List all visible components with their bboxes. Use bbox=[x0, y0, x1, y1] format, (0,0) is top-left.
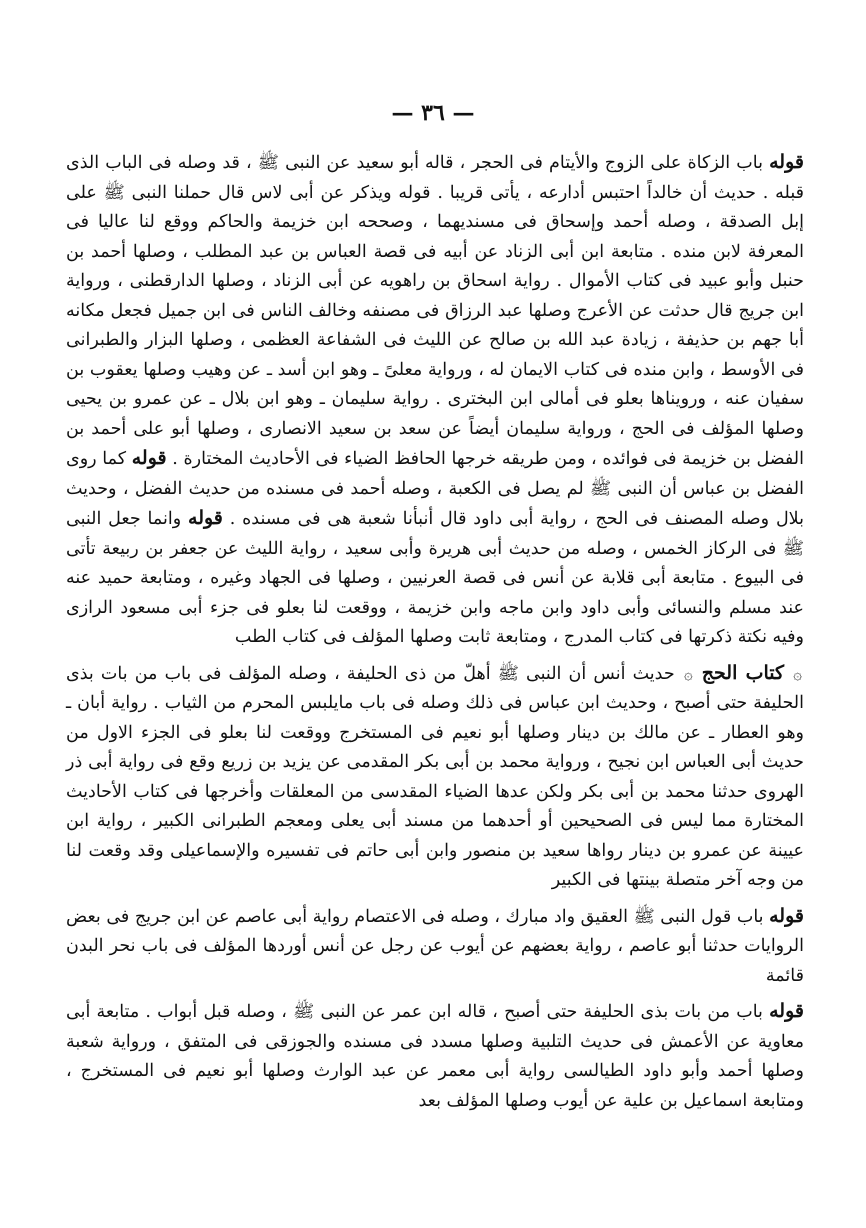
keyword-qawluhu: قوله bbox=[131, 447, 167, 469]
paragraph-text: وانما جعل النبى ﷺ فى الركاز الخمس ، وصله من حديث أبى هريرة وأبى سعيد ، رواية الليث عن جعفر بن ربيعة تأتى فى البيوع . متابعة أبى قلابة عن أنس فى قصة العرنيين ، وصلها فى الجهاد وغيره ، ومتابعة حميد عنه عند مسلم والنسائى وأبى داود وابن ماجه وابن خزيمة ، ووقعت لنا بعلو فى جزء أبى مسعود الرازى وفيه نكتة ذكرتها فى كتاب المدرج ، ومتابعة ثابت وصلها المؤلف فى كتاب الطب bbox=[66, 509, 804, 647]
paragraph-text: باب الزكاة على الزوج والأيتام فى الحجر ، قاله أبو سعيد عن النبى ﷺ ، قد وصله فى الباب الذى قبله . حديث أن خالداً احتبس أدارعه ، يأتى قريبا . قوله ويذكر عن أبى لاس قال حملنا النبى ﷺ على إبل الصدقة ، وصله أحمد وإسحاق فى مسنديهما ، وصححه ابن خزيمة والحاكم ووقع لنا عاليا فى المعرفة لابن منده . متابعة ابن أبى الزناد عن أبيه فى قصة العباس بن عبد المطلب ، وصلها أحمد بن حنبل وأبو عبيد فى كتاب الأموال . رواية اسحاق بن راهويه عن أبى الزناد ، وصلها الدارقطنى ، ورواية ابن جريج قال حدثت عن الأعرج وصلها عبد الرزاق فى مصنفه وخالف الناس فى ابن جميل فجعل مكانه أبا جهم بن حذيفة ، زيادة عبد الله بن صالح عن الليث فى الشفاعة العظمى ، وصلها البزار والطبرانى فى الأوسط ، وابن منده فى كتاب الايمان له ، ورواية معلىً ـ وهو ابن أسد ـ عن وهيب وصلها يعقوب بن سفيان عنه ، ورويناها بعلو فى أمالى ابن البخترى . رواية سليمان ـ وهو ابن بلال ـ عن عمرو بن يحيى وصلها المؤلف فى الحج ، ورواية سليمان أيضاً عن سعد بن سعيد الانصارى ، وصلها أبو على أحمد بن الفضل بن خزيمة فى فوائده ، ومن طريقه خرجها الحافظ الضياء فى الأحاديث المختارة . bbox=[66, 153, 804, 469]
paragraph-text: باب قول النبى ﷺ العقيق واد مبارك ، وصله فى الاعتصام رواية أبى عاصم عن ابن جريج فى بعض الروايات حدثنا أبو عاصم ، رواية بعضهم عن أيوب عن رجل عن أنس أوردها المؤلف فى باب نحر البدن قائمة bbox=[66, 906, 804, 986]
page-body bbox=[66, 148, 804, 1116]
keyword-qawluhu: قوله bbox=[188, 507, 223, 529]
paragraph-2 bbox=[66, 659, 804, 896]
page-number: — ٣٦ — bbox=[391, 100, 475, 126]
paragraph-text: باب من بات بذى الحليفة حتى أصبح ، قاله ابن عمر عن النبى ﷺ ، وصله قبل أبواب . متابعة أبى معاوية عن الأعمش فى حديث التلبية وصلها مسدد فى مسنده والجوزقى فى المتفق ، ورواية شعبة وصلها أحمد وأبو داود الطيالسى رواية أبى معمر عن عبد الوارث وصلها أبو نعيم فى المستخرج ، ومتابعة اسماعيل بن علية عن أيوب وصلها المؤلف بعد bbox=[66, 1002, 804, 1111]
ornament-icon: ۞ bbox=[683, 664, 693, 683]
paragraph-4 bbox=[66, 997, 804, 1116]
paragraph-3 bbox=[66, 902, 804, 992]
keyword-qawluhu: قوله bbox=[769, 1000, 804, 1022]
section-heading: كتاب الحج bbox=[701, 661, 785, 684]
keyword-qawluhu: قوله bbox=[769, 904, 804, 927]
ornament-icon: ۞ bbox=[793, 664, 802, 683]
paragraph-text: كما روى الفضل بن عباس أن النبى ﷺ لم يصل فى الكعبة ، وصله أحمد فى مسنده من حديث الفضل ، وحديث بلال وصله المصنف فى الحج ، رواية أبى داود قال أنبأنا شعبة هى فى مسنده . bbox=[66, 449, 804, 529]
paragraph-1 bbox=[66, 148, 804, 653]
paragraph-text: حديث أنس أن النبى ﷺ أهلّ من ذى الحليفة ، وصله المؤلف فى باب من بات بذى الحليفة حتى أصبح ، وحديث ابن عباس فى ذلك وصله فى باب مايلبس المحرم من الثياب . رواية أبان ـ وهو العطار ـ عن مالك بن دينار وصلها أبو نعيم فى المستخرج ووقعت لنا بعلو فى الجزء الاول من حديث أبى العباس ابن نجيح ، ورواية محمد بن أبى بكر المقدمى عن يزيد بن زريع وقع فى رواية أبى ذر الهروى حدثنا محمد بن أبى بكر ولكن عدها الضياء المقدسى من المعلقات وأخرجها فى كتاب الأحاديث المختارة مما ليس فى الصحيحين أو أحدهما من مسند أبى يعلى ومعجم الطبرانى الكبير ، رواية ابن عيينة عن عمرو بن دينار رواها سعيد بن منصور وابن أبى حاتم فى تفسيره والإسماعيلى وقد وقعت لنا من وجه آخر متصلة بينتها فى الكبير bbox=[66, 663, 804, 890]
keyword-qawluhu: قوله bbox=[769, 151, 804, 173]
